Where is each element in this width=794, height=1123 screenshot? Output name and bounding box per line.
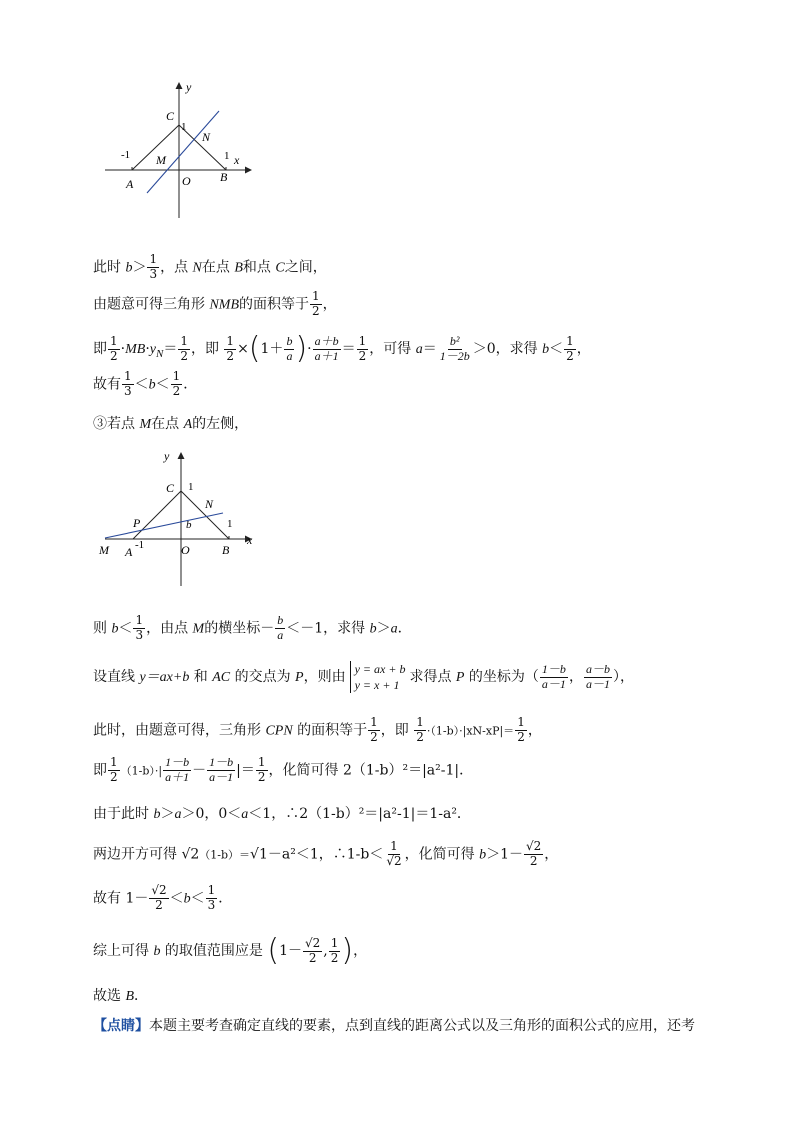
label-neg1: -1 xyxy=(121,149,131,161)
label-one-x: 1 xyxy=(224,150,230,162)
text-line-8: 此时，由题意可得，三角形 CPN 的面积等于 $\frac{1}{2}$ ，即 $\frac{1}{2}$ ·（1-b）·|xN-xP|＝ $\frac{1}{2}$ ， xyxy=(93,715,542,744)
segment-ac xyxy=(133,491,181,539)
label-b: B xyxy=(222,543,230,557)
y-axis-arrow xyxy=(178,452,185,459)
text-line-3: 即 $\frac{1}{2}$ $\cdot MB\cdot y_N=$ $\frac{1}{2}$ ，即 $\frac{1}{2}$ ×(1＋ $\frac{b}{a}$ )· $\frac{a+b}{a+1}$ ＝ $\frac{1}{2}$ ，可得 a＝ $\frac{\text{b²}}{1-2b}$ ＞0，求得 b＜ $\frac{1}{2}$ ， xyxy=(93,331,591,366)
text-line-2: 由题意可得三角形 NMB的面积等于 $\frac{1}{2}$ ， xyxy=(93,289,337,318)
text-line-13: 综上可得 b 的取值范围应是 (1－ $\frac{√2}{2}$ , $\frac{1}{2}$ )， xyxy=(93,933,368,968)
figure-1-diagram xyxy=(95,75,260,225)
label-y: y xyxy=(164,449,170,463)
label-m: M xyxy=(99,543,109,557)
label-o: O xyxy=(181,543,190,557)
label-a: A xyxy=(125,545,133,559)
label-neg1: -1 xyxy=(135,539,145,551)
label-one-c: 1 xyxy=(181,121,187,133)
figure-2-diagram xyxy=(95,445,260,590)
label-a: A xyxy=(126,177,134,191)
text-line-12: 故有 1－ $\frac{√2}{2}$ ＜b＜ $\frac{1}{3}$ ． xyxy=(93,883,233,912)
line-mn xyxy=(105,513,223,538)
fraction: $\frac{1}{3}$ xyxy=(149,252,158,281)
text-line-7: 设直线 y＝ax+b 和 AC 的交点为 P，则由 y = ax + b y = x + 1 求得点 P 的坐标为（ $\frac{1-b}{a-1}$ ， $\frac{a-b}{a-1}$ ）， xyxy=(93,661,634,693)
text-line-9: 即 $\frac{1}{2}$ （1-b）·| $\frac{1-b}{a+1}$ － $\frac{1-b}{a-1}$ |＝ $\frac{1}{2}$ ，化简可得 2（1-b）²＝|a²-1|． xyxy=(93,755,474,784)
label-one-x: 1 xyxy=(227,518,233,530)
label-x: x xyxy=(247,533,253,547)
label-b-small: b xyxy=(186,519,192,531)
label-y: y xyxy=(186,80,192,94)
text-line-14: 故选 B． xyxy=(93,988,149,1004)
label-n: N xyxy=(202,130,211,144)
text-line-4: 故有 $\frac{1}{3}$ ＜b＜ $\frac{1}{2}$ ． xyxy=(93,369,198,398)
text-line-1: 此时 b＞ $\frac{1}{3}$ ，点 N在点 B和点 C之间， xyxy=(93,252,327,281)
text-line-10: 由于此时 b＞a＞0，0＜a＜1，∴2（1-b）²＝|a²-1|＝1-a²． xyxy=(93,806,471,822)
text-line-15: 【点睛】本题主要考查确定直线的要素，点到直线的距离公式以及三角形的面积公式的应用，还考 xyxy=(93,1018,695,1034)
label-o: O xyxy=(182,174,191,188)
label-p: P xyxy=(133,516,141,530)
x-axis-arrow xyxy=(245,167,252,174)
label-c: C xyxy=(166,109,175,123)
text-line-6: 则 b＜ $\frac{1}{3}$ ，由点 M的横坐标－ $\frac{b}{a}$ ＜－1，求得 b＞a． xyxy=(93,613,412,642)
label-n: N xyxy=(205,497,214,511)
text-line-11: 两边开方可得 √2（1-b）＝√1－a²＜1，∴1-b＜ $\frac{1}{√2}$ ，化简可得 b＞1－ $\frac{√2}{2}$ ， xyxy=(93,839,559,868)
equation-system: y = ax + b y = x + 1 xyxy=(350,661,406,693)
label-x: x xyxy=(234,153,240,167)
label-b: B xyxy=(220,170,228,184)
label-c: C xyxy=(166,481,175,495)
label-one-c: 1 xyxy=(188,481,194,493)
y-axis-arrow xyxy=(176,82,183,89)
label-m: M xyxy=(156,153,166,167)
text-line-5: ③若点 M在点 A的左侧， xyxy=(93,416,249,432)
tip-tag: 【点睛】 xyxy=(93,1018,149,1034)
